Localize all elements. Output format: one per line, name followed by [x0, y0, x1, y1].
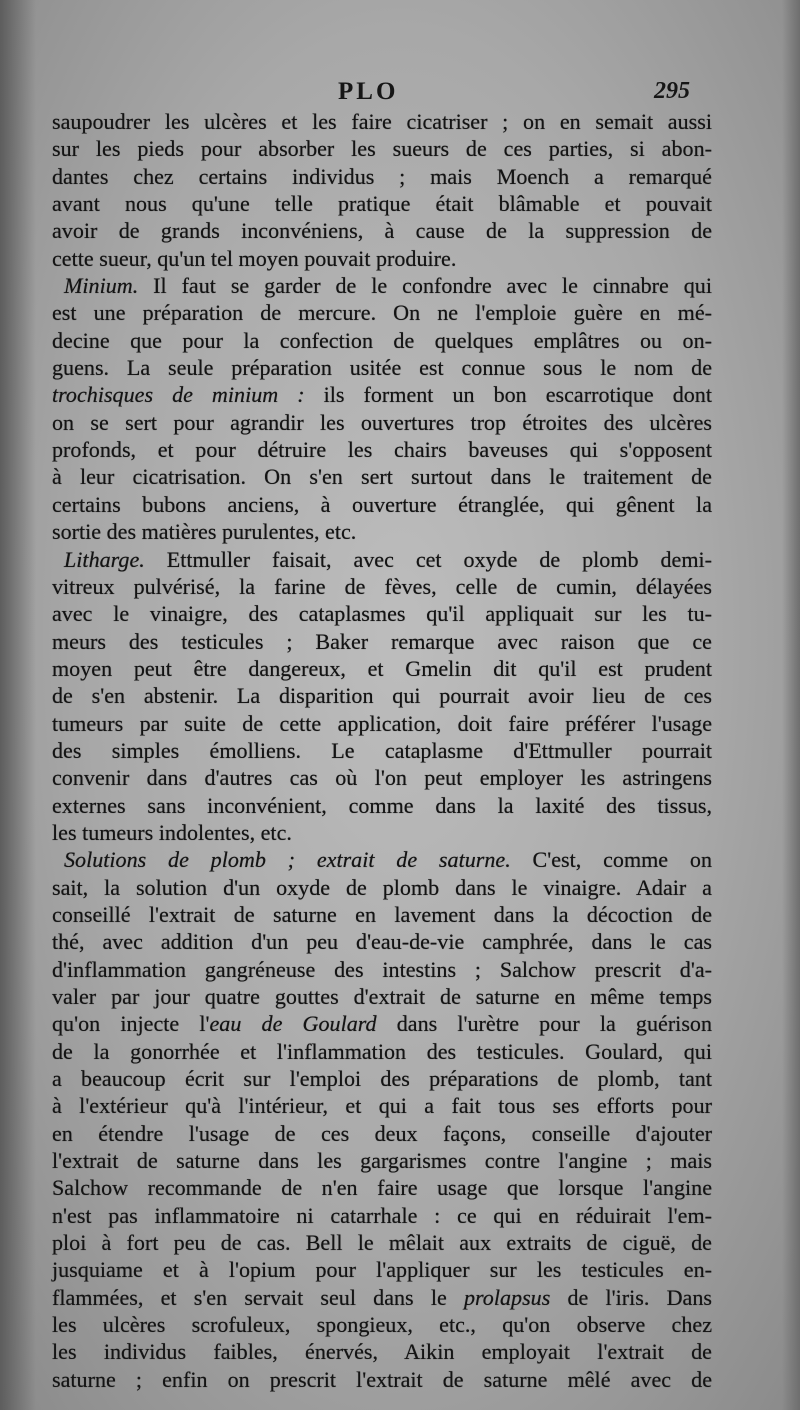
- text-run: tumeurs par suite de cette application, doit faire préférer l'usage: [52, 710, 712, 736]
- text-run: decine que pour la confection de quelques emplâtres ou on-: [52, 327, 712, 353]
- text-line: [52, 819, 712, 846]
- text-line: [52, 628, 712, 655]
- text-run: est une préparation de mercure. On ne l'emploie guère en mé-: [52, 300, 712, 326]
- text-line: [52, 1311, 712, 1338]
- text-line: [52, 272, 712, 299]
- text-line: [52, 1038, 712, 1065]
- text-run: valer par jour quatre gouttes d'extrait de saturne en même temps: [52, 984, 712, 1009]
- page-number: 295: [654, 78, 690, 104]
- text-line: [52, 1147, 712, 1174]
- text-line: [52, 1366, 712, 1393]
- text-run: saturne ; enfin on prescrit l'extrait de saturne mêlé avec de: [52, 1366, 712, 1392]
- text-run: moyen peut être dangereux, et Gmelin dit qu'il est prudent: [52, 655, 712, 681]
- text-run: ploi à fort peu de cas. Bell le mêlait aux extraits de ciguë, de: [52, 1230, 712, 1256]
- text-run: on se sert pour agrandir les ouvertures trop étroites des ulcères: [52, 409, 712, 435]
- text-line: [52, 1229, 712, 1256]
- text-line: [52, 354, 712, 381]
- text-run: C'est, comme on: [510, 847, 712, 873]
- text-run: Ettmuller faisait, avec cet oxyde de plomb demi-: [144, 546, 712, 572]
- text-run: thé, avec addition d'un peu d'eau-de-vie camphrée, dans le cas: [52, 929, 712, 955]
- text-run: de s'en abstenir. La disparition qui pourrait avoir lieu de ces: [52, 683, 712, 709]
- italic-term: Solutions de plomb ; extrait de saturne.: [64, 847, 511, 873]
- text-run: avec le vinaigre, des cataplasmes qu'il appliquait sur les tu-: [52, 601, 712, 627]
- text-line: [52, 710, 712, 737]
- text-line: [52, 190, 712, 217]
- text-run: guens. La seule préparation usitée est connue sous le nom de: [52, 355, 712, 381]
- text-run: avoir de grands inconvéniens, à cause de la suppression de: [52, 218, 712, 244]
- italic-term: Minium.: [64, 273, 139, 299]
- text-run: sortie des matières purulentes, etc.: [52, 519, 357, 545]
- text-line: [52, 1256, 712, 1283]
- text-line: [52, 1202, 712, 1229]
- text-line: [52, 956, 712, 983]
- text-line: [52, 874, 712, 901]
- text-line: [52, 163, 712, 190]
- text-line: [52, 573, 712, 600]
- text-run: sur les pieds pour absorber les sueurs de ces parties, si abon-: [52, 136, 712, 162]
- text-run: saupoudrer les ulcères et les faire cicatriser ; on en semait aussi: [52, 109, 712, 134]
- text-line: [52, 764, 712, 791]
- text-line: [52, 546, 712, 573]
- text-run: sait, la solution d'un oxyde de plomb dans le vinaigre. Adair a: [52, 874, 712, 900]
- text-line: [52, 1174, 712, 1201]
- text-run: à l'extérieur qu'à l'intérieur, et qui a fait tous ses efforts pour: [52, 1093, 712, 1119]
- text-line: [52, 1092, 712, 1119]
- text-line: [52, 600, 712, 627]
- italic-term: trochisques de minium :: [52, 382, 305, 408]
- text-line: [52, 245, 712, 272]
- text-run: conseillé l'extrait de saturne en lavement dans la décoction de: [52, 901, 712, 927]
- text-line: [52, 135, 712, 162]
- text-line: [52, 217, 712, 244]
- text-run: des simples émolliens. Le cataplasme d'Ettmuller pourrait: [52, 737, 712, 763]
- text-run: certains bubons anciens, à ouverture étranglée, qui gênent la: [52, 491, 712, 517]
- text-line: [52, 381, 712, 408]
- italic-term: Litharge.: [64, 546, 145, 572]
- text-line: [52, 655, 712, 682]
- text-run: d'inflammation gangréneuse des intestins ; Salchow prescrit d'a-: [52, 956, 712, 982]
- text-run: dantes chez certains individus ; mais Moench a remarqué: [52, 163, 712, 189]
- text-line: [52, 1010, 712, 1037]
- text-line: [52, 1338, 712, 1365]
- italic-term: prolapsus: [463, 1284, 551, 1310]
- text-run: externes sans inconvénient, comme dans la laxité des tissus,: [52, 792, 712, 818]
- text-line: [52, 491, 712, 518]
- text-run: profonds, et pour détruire les chairs baveuses qui s'opposent: [52, 437, 712, 463]
- running-head: [0, 78, 800, 108]
- text-run: n'est pas inflammatoire ni catarrhale : ce qui en réduirait l'em-: [52, 1202, 712, 1228]
- text-line: [52, 682, 712, 709]
- text-run: Il faut se garder de le confondre avec le cinnabre qui: [138, 273, 712, 299]
- text-line: [52, 846, 712, 873]
- text-run: dans l'urètre pour la guérison: [376, 1011, 713, 1037]
- text-run: flammées, et s'en servait seul dans le: [52, 1284, 464, 1310]
- body-text: [52, 108, 712, 1393]
- text-run: Salchow recommande de n'en faire usage que lorsque l'angine: [52, 1175, 712, 1201]
- running-title: PLO: [338, 78, 399, 105]
- text-line: [52, 409, 712, 436]
- text-run: qu'on injecte l': [52, 1011, 210, 1037]
- text-line: [52, 1065, 712, 1092]
- text-run: de la gonorrhée et l'inflammation des testicules. Goulard, qui: [52, 1038, 712, 1064]
- text-line: [52, 983, 712, 1010]
- text-line: [52, 1120, 712, 1147]
- italic-term: eau de Goulard: [209, 1011, 377, 1037]
- text-line: [52, 901, 712, 928]
- text-line: [52, 518, 712, 545]
- text-run: jusquiame et à l'opium pour l'appliquer sur les testicules en-: [52, 1257, 712, 1283]
- text-run: meurs des testicules ; Baker remarque avec raison que ce: [52, 628, 712, 654]
- text-run: avant nous qu'une telle pratique était blâmable et pouvait: [52, 191, 712, 217]
- text-line: [52, 108, 712, 135]
- text-run: convenir dans d'autres cas où l'on peut employer les astringens: [52, 765, 712, 791]
- text-run: les ulcères scrofuleux, spongieux, etc., qu'on observe chez: [52, 1312, 712, 1338]
- text-run: à leur cicatrisation. On s'en sert surtout dans le traitement de: [52, 464, 712, 490]
- text-line: [52, 299, 712, 326]
- text-run: les individus faibles, énervés, Aikin employait l'extrait de: [52, 1339, 712, 1365]
- text-run: en étendre l'usage de ces deux façons, conseille d'ajouter: [52, 1120, 712, 1146]
- text-run: de l'iris. Dans: [550, 1284, 712, 1310]
- text-line: [52, 1284, 712, 1311]
- text-line: [52, 436, 712, 463]
- text-line: [52, 463, 712, 490]
- text-line: [52, 327, 712, 354]
- text-run: cette sueur, qu'un tel moyen pouvait produire.: [52, 245, 457, 271]
- text-line: [52, 792, 712, 819]
- text-run: a beaucoup écrit sur l'emploi des préparations de plomb, tant: [52, 1066, 712, 1092]
- text-run: l'extrait de saturne dans les gargarismes contre l'angine ; mais: [52, 1148, 712, 1174]
- text-run: les tumeurs indolentes, etc.: [52, 819, 292, 845]
- text-line: [52, 737, 712, 764]
- text-run: vitreux pulvérisé, la farine de fèves, celle de cumin, délayées: [52, 573, 712, 599]
- text-run: ils forment un bon escarrotique dont: [304, 382, 712, 408]
- text-line: [52, 928, 712, 955]
